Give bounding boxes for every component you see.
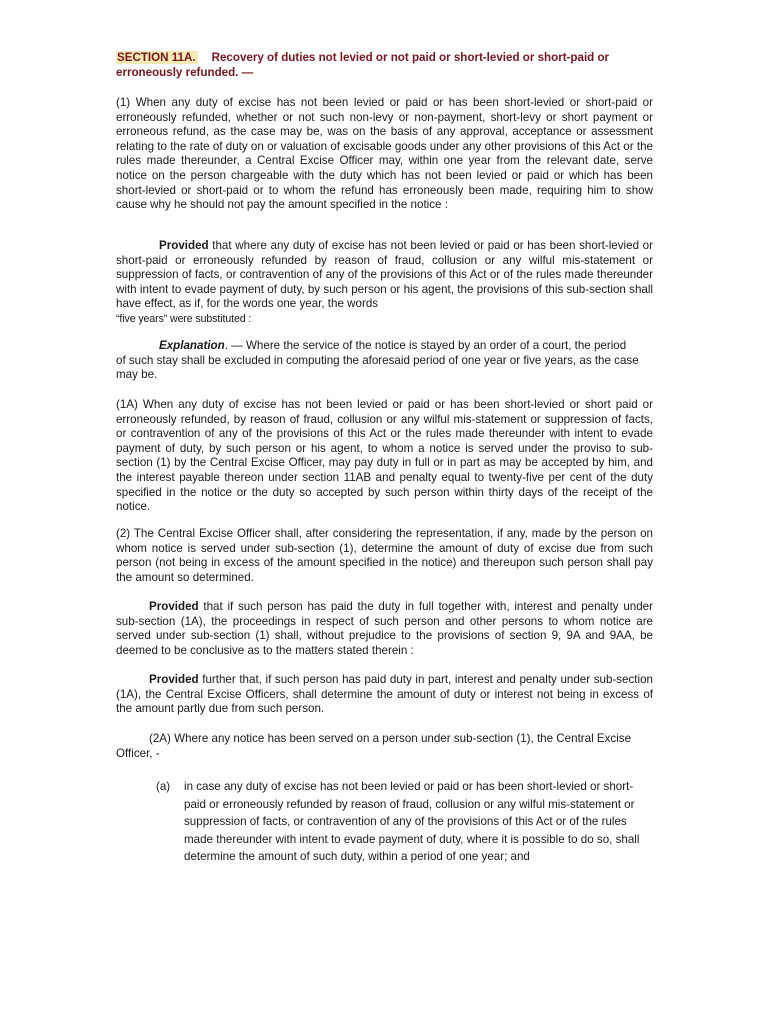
proviso-lead: Provided (149, 600, 199, 613)
sub-section-2a-text: (2A) Where any notice has been served on a person under sub-section (1), the Central Excise Officer, - (116, 732, 632, 760)
section-title: Recovery of duties not levied or not paid or short-levied or short-paid or erroneously refunded. — (116, 51, 610, 79)
explanation-lead: Explanation (159, 339, 225, 352)
paragraph-sub-section-1a: (1A) When any duty of excise has not been levied or paid or has been short-levied or short paid or erroneously refunded, by reason of fraud, collusion or any wilful mis-statement or suppression of facts, or contravention of any of the provisions of this Act or the rules made thereunder with intent to evade payment of duty, by such person or his agent, to whom a notice is served under the proviso to sub-section (1) by the Central Excise Officer, may pay duty in full or in part as may be accepted by him, and the interest payable thereon under section 11AB and penalty equal to twenty-five per cent of the duty specified in the notice or the duty so accepted by such person within thirty days of the receipt of the notice. (116, 398, 653, 514)
proviso-text: that where any duty of excise has not been levied or paid or has been short-levied or short-paid or erroneously refunded by reason of fraud, collusion or any wilful mis-statement or suppression of facts, or contravention of any of the provisions of this Act or of the rules made thereunder with intent to evade payment of duty, by such person or his agent, the provisions of this sub-section shall have effect, as if, for the words one year, the words (116, 239, 653, 311)
section-label: SECTION 11A. (117, 51, 196, 64)
proviso-tail: “five years” were substituted : (116, 312, 252, 325)
paragraph-explanation (116, 339, 639, 383)
paragraph-sub-section-2a (116, 732, 653, 761)
clause-marker: (a) (156, 780, 171, 793)
paragraph-proviso-1 (116, 239, 653, 327)
paragraph-sub-section-1: (1) When any duty of excise has not been levied or paid or has been short-levied or short-paid or erroneously refunded, whether or not such non-levy or non-payment, short-levy or short payment or erroneous refund, as the case may be, was on the basis of any approval, acceptance or assessment relating to the rate of duty on or valuation of excisable goods under any other provisions of this Act or the rules made thereunder, a Central Excise Officer may, within one year from the relevant date, serve notice on the person chargeable with the duty which has not been levied or paid or which has been short-levied or short-paid or to whom the refund has erroneously been made, requiring him to show cause why he should not pay the amount specified in the notice : (116, 96, 653, 212)
proviso-text: that if such person has paid the duty in full together with, interest and penalty under sub-section (1A), the proceedings in respect of such person and other persons to whom notice are served under sub-section (1) shall, without prejudice to the provisions of section 9, 9A and 9AA, be deemed to be conclusive as to the matters stated therein : (116, 600, 653, 657)
proviso-lead: Provided (149, 673, 199, 686)
proviso-text: further that, if such person has paid duty in part, interest and penalty under sub-section (1A), the Central Excise Officers, shall determine the amount of duty or interest not being in excess of the amount partly due from such person. (116, 673, 653, 716)
paragraph-proviso-3 (116, 673, 653, 717)
clause-a (156, 778, 656, 866)
section-heading (116, 51, 656, 80)
paragraph-proviso-2 (116, 600, 653, 658)
proviso-lead: Provided (159, 239, 209, 252)
paragraph-sub-section-2: (2) The Central Excise Officer shall, after considering the representation, if any, made by the person on whom notice is served under sub-section (1), determine the amount of duty of excise due from such person (not being in excess of the amount specified in the notice) and thereupon such person shall pay the amount so determined. (116, 527, 653, 584)
clause-text: in case any duty of excise has not been levied or paid or has been short-levied or short-paid or erroneously refunded by reason of fraud, collusion or any wilful mis-statement or suppression of facts, or contravention of any of the provisions of this Act or of the rules made thereunder with intent to evade payment of duty, where it is possible to do so, shall determine the amount of such duty, within a period of one year; and (184, 780, 640, 864)
explanation-text: . — Where the service of the notice is stayed by an order of a court, the period of such stay shall be excluded in computing the aforesaid period of one year or five years, as the case may be. (116, 339, 639, 382)
